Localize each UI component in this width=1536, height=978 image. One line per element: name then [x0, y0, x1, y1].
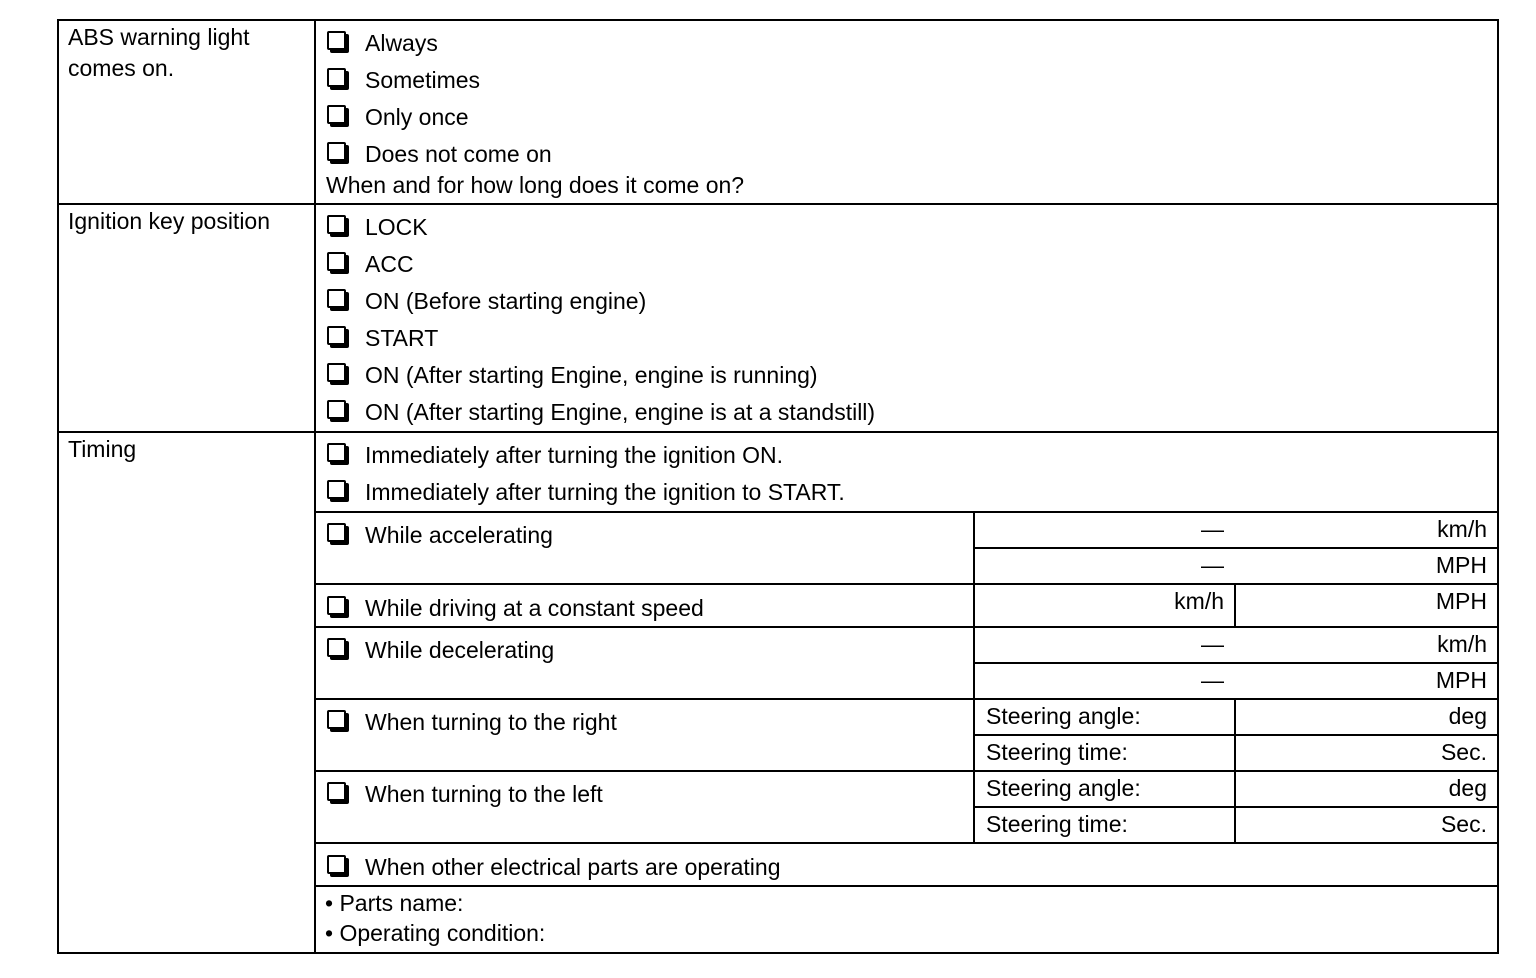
- option-sometimes: Sometimes: [365, 67, 481, 93]
- checkbox-accelerating[interactable]: [327, 523, 346, 542]
- abs-warning-light-diagnosis-form: [57, 19, 1499, 954]
- right-steering-time-label: Steering time:: [986, 739, 1128, 765]
- right-bottom-line: [314, 770, 1497, 772]
- left-mid-line: [973, 806, 1497, 808]
- option-turning-left: When turning to the left: [365, 781, 603, 807]
- decel-kmh-dash: —: [1201, 631, 1224, 657]
- option-constant-speed: While driving at a constant speed: [365, 595, 704, 621]
- checkbox-constant-speed[interactable]: [327, 596, 346, 615]
- option-on-before-start: ON (Before starting engine): [365, 288, 647, 314]
- option-start: START: [365, 325, 439, 351]
- option-on-engine-standstill: ON (After starting Engine, engine is at a standstill): [365, 399, 876, 425]
- right-steering-time-unit: Sec.: [1440, 739, 1487, 765]
- decel-kmh-unit: km/h: [1437, 631, 1487, 657]
- left-steering-angle-unit: deg: [1448, 775, 1487, 801]
- option-ignition-start: Immediately after turning the ignition to START.: [365, 479, 845, 505]
- electrical-bottom-line: [314, 885, 1497, 887]
- ignition-row-label: Ignition key position: [68, 208, 271, 234]
- label-column-divider: [314, 21, 316, 952]
- accel-kmh-unit: km/h: [1437, 516, 1487, 542]
- option-ignition-on: Immediately after turning the ignition ON.: [365, 442, 784, 468]
- checkbox-sometimes[interactable]: [327, 68, 346, 87]
- checkbox-does-not-come-on[interactable]: [327, 142, 346, 161]
- constant-mph-unit: MPH: [1435, 588, 1487, 614]
- accel-mph-dash: —: [1201, 552, 1224, 578]
- checkbox-only-once[interactable]: [327, 105, 346, 124]
- row-divider-abs: [59, 203, 1497, 205]
- checkbox-acc[interactable]: [327, 252, 346, 271]
- option-on-engine-running: ON (After starting Engine, engine is running): [365, 362, 818, 388]
- right-steering-angle-unit: deg: [1448, 703, 1487, 729]
- option-always: Always: [365, 30, 438, 56]
- checkbox-on-engine-standstill[interactable]: [327, 400, 346, 419]
- checkbox-electrical-parts[interactable]: [327, 855, 346, 874]
- checkbox-turning-right[interactable]: [327, 710, 346, 729]
- timing-subgrid-top: [314, 511, 1497, 513]
- checkbox-start[interactable]: [327, 326, 346, 345]
- right-mid-line: [973, 734, 1497, 736]
- abs-row-label-line2: comes on.: [68, 55, 175, 81]
- timing-value-column-divider: [973, 511, 975, 843]
- option-turning-right: When turning to the right: [365, 709, 617, 735]
- constant-bottom-line: [314, 626, 1497, 628]
- checkbox-lock[interactable]: [327, 215, 346, 234]
- checkbox-always[interactable]: [327, 31, 346, 50]
- decel-mph-unit: MPH: [1435, 667, 1487, 693]
- left-steering-time-label: Steering time:: [986, 811, 1128, 837]
- decel-mph-dash: —: [1201, 667, 1224, 693]
- constant-kmh-unit: km/h: [1174, 588, 1224, 614]
- decel-mid-line: [973, 662, 1497, 664]
- abs-duration-note: When and for how long does it come on?: [326, 172, 745, 198]
- accel-kmh-dash: —: [1201, 516, 1224, 542]
- right-steering-angle-label: Steering angle:: [986, 703, 1141, 729]
- checkbox-on-before-start[interactable]: [327, 289, 346, 308]
- parts-name-field: • Parts name:: [325, 890, 464, 916]
- checkbox-ignition-start[interactable]: [327, 480, 346, 499]
- checkbox-turning-left[interactable]: [327, 782, 346, 801]
- option-accelerating: While accelerating: [365, 522, 553, 548]
- operating-condition-field: • Operating condition:: [325, 920, 546, 946]
- left-bottom-line: [314, 842, 1497, 844]
- accel-bottom-line: [314, 583, 1497, 585]
- row-divider-ignition: [59, 431, 1497, 433]
- option-acc: ACC: [365, 251, 414, 277]
- option-does-not-come-on: Does not come on: [365, 141, 552, 167]
- option-decelerating: While decelerating: [365, 637, 555, 663]
- checkbox-ignition-on[interactable]: [327, 443, 346, 462]
- left-steering-angle-label: Steering angle:: [986, 775, 1141, 801]
- checkbox-decelerating[interactable]: [327, 638, 346, 657]
- option-only-once: Only once: [365, 104, 469, 130]
- option-lock: LOCK: [365, 214, 428, 240]
- accel-mph-unit: MPH: [1435, 552, 1487, 578]
- accel-mid-line: [973, 547, 1497, 549]
- option-electrical-parts: When other electrical parts are operating: [365, 854, 781, 880]
- timing-row-label: Timing: [68, 436, 137, 462]
- constant-unit-divider: [1234, 583, 1236, 627]
- checkbox-on-engine-running[interactable]: [327, 363, 346, 382]
- decel-bottom-line: [314, 698, 1497, 700]
- left-steering-time-unit: Sec.: [1440, 811, 1487, 837]
- abs-row-label-line1: ABS warning light: [68, 24, 250, 50]
